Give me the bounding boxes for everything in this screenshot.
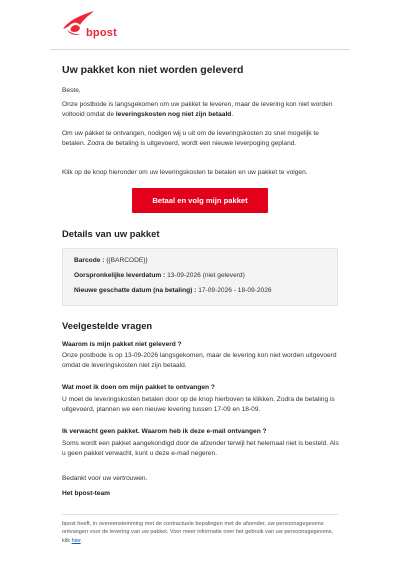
new-date-label: Nieuwe geschatte datum (na betaling) : [74,287,197,294]
faq-answer: Onze postbode is op 13-09-2026 langsgekomen, maar de levering kon niet worden uitgevoerd omdat de leveringskosten niet zijn betaald. [62,352,337,369]
faq-question: Wat moet ik doen om mijn pakket te ontvangen ? [62,384,215,391]
package-details-box [62,248,338,306]
faq-answer: Soms wordt een pakket aangekondigd door de afzender terwijl het helemaal niet is besteld. Als u geen pakket verwacht, kunt u deze e-mail negeren. [62,440,339,457]
instruction-paragraph: Klik op de knop hieronder om uw leveringskosten te betalen en uw pakket te volgen. [62,169,308,176]
footer-text: bpost heeft, in overeenstemming met de contractuele bepalingen met de afzender, uw persoonsgegevens ontvangen voor de levering van uw pakket. Voor meer informatie over het gebruik van uw persoonsgegevens, klik [62,521,334,544]
intro-text: Onze postbode is langsgekomen om uw pakket te leveren, maar de levering kon niet worden voltooid omdat de [62,101,333,118]
payment-paragraph: Om uw pakket te ontvangen, nodigen wij u uit om de leveringskosten zo snel mogelijk te betalen. Zodra de betaling is uitgevoerd, wordt een nieuwe leverpoging gepland. [62,130,319,147]
new-date-value: 17-09-2026 - 18-09-2026 [196,287,272,294]
faq-question: Waarom is mijn pakket niet geleverd ? [62,341,182,348]
faq-question: Ik verwacht geen pakket. Waarom heb ik deze e-mail ontvangen ? [62,428,267,435]
barcode-row [74,256,334,265]
barcode-label: Barcode : [74,257,105,264]
faq-answer: U moet de leveringskosten betalen door op de knop hierboven te klikken. Zodra de betaling is uitgevoerd, plannen we een nieuwe levering tussen 17-09 en 18-09. [62,396,335,413]
thanks-text: Bedankt voor uw vertrouwen. [62,475,148,482]
page-title: Uw pakket kon niet worden geleverd [62,64,244,76]
signature: Het bpost-team [62,490,110,497]
details-title: Details van uw pakket [62,228,160,239]
footer-end: . [80,537,83,544]
original-date-value: 13-09-2026 (niet geleverd) [165,272,245,279]
email-container [50,0,350,563]
original-date-row [74,271,334,280]
new-date-row [74,286,334,295]
intro-paragraph [62,100,340,119]
privacy-link[interactable]: hier [71,537,81,544]
email-header [50,10,350,50]
footer-notice [62,520,340,545]
bpost-logo-text: bpost [86,27,117,39]
intro-end: . [231,110,234,118]
intro-bold-text: leveringskosten nog niet zijn betaald [115,110,232,118]
faq-title: Veelgestelde vragen [62,320,153,331]
pay-and-track-button[interactable]: Betaal en volg mijn pakket [132,188,268,213]
bpost-logo[interactable] [61,10,131,44]
footer-divider [62,514,338,515]
barcode-value: {{BARCODE}} [104,257,148,264]
original-date-label: Oorspronkelijke leverdatum : [74,272,166,279]
greeting: Beste, [62,87,81,94]
